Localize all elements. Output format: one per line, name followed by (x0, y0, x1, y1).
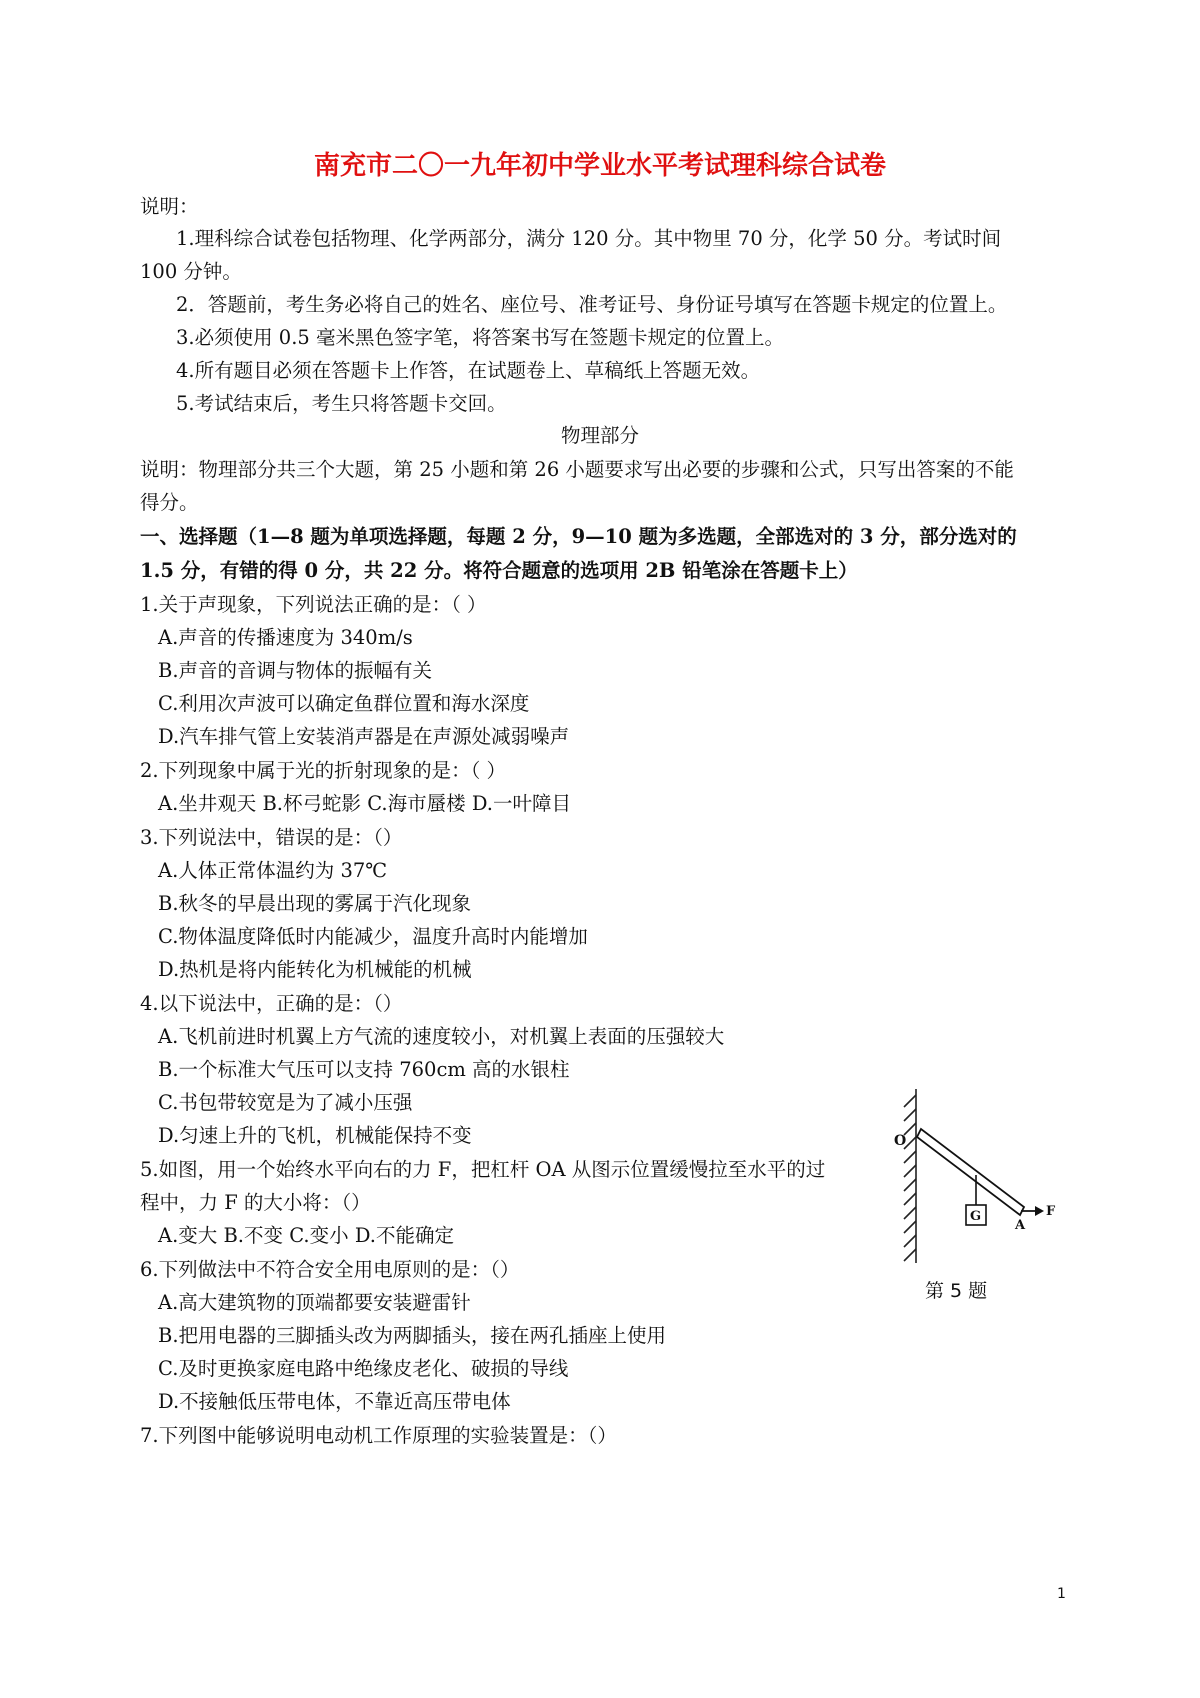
question-2-stem: 2.下列现象中属于光的折射现象的是：（ ） (140, 759, 507, 782)
question-2-options: A.坐井观天 B.杯弓蛇影 C.海市蜃楼 D.一叶障目 (158, 792, 571, 815)
question-1-option-d: D.汽车排气管上安装消声器是在声源处减弱噪声 (158, 725, 570, 748)
instruction-1-cont: 100 分钟。 (140, 260, 242, 283)
question-5-options: A.变大 B.不变 C.变小 D.不能确定 (158, 1224, 454, 1247)
question-4-stem: 4.以下说法中，正确的是：（） (140, 992, 403, 1015)
question-5-stem: 5.如图，用一个始终水平向右的力 F，把杠杆 OA 从图示位置缓慢拉至水平的过 (140, 1158, 826, 1181)
question-6-stem: 6.下列做法中不符合安全用电原则的是：（） (140, 1258, 520, 1281)
question-6-option-b: B.把用电器的三脚插头改为两脚插头，接在两孔插座上使用 (158, 1324, 667, 1347)
instruction-3: 3.必须使用 0.5 毫米黑色签字笔，将答案书写在签题卡规定的位置上。 (176, 326, 785, 349)
question-3-stem: 3.下列说法中，错误的是：（） (140, 826, 403, 849)
wall-hatching (904, 1089, 916, 1263)
label-g: G (970, 1209, 982, 1224)
question-6-option-d: D.不接触低压带电体，不靠近高压带电体 (158, 1390, 511, 1413)
label-o: O (894, 1133, 907, 1149)
question-1-option-b: B.声音的音调与物体的振幅有关 (158, 659, 433, 682)
page-number: 1 (1057, 1586, 1066, 1602)
instructions-header: 说明： (140, 195, 199, 218)
section-1-heading-cont: 1.5 分，有错的得 0 分，共 22 分。将符合题意的选项用 2B 铅笔涂在答题卡上） (140, 559, 858, 582)
exam-title: 南充市二〇一九年初中学业水平考试理科综合试卷 (313, 151, 886, 181)
question-4-option-b: B.一个标准大气压可以支持 760cm 高的水银柱 (158, 1058, 570, 1081)
label-f: F (1046, 1204, 1056, 1219)
physics-note: 说明：物理部分共三个大题，第 25 小题和第 26 小题要求写出必要的步骤和公式，只写出答案的不能 (140, 458, 1014, 481)
question-7-stem: 7.下列图中能够说明电动机工作原理的实验装置是：（） (140, 1424, 617, 1447)
question-6-option-c: C.及时更换家庭电路中绝缘皮老化、破损的导线 (158, 1357, 569, 1380)
question-5-stem-cont: 程中，力 F 的大小将：（） (140, 1191, 371, 1214)
instruction-5: 5.考试结束后，考生只将答题卡交回。 (176, 392, 507, 415)
force-arrowhead (1035, 1206, 1044, 1216)
lever-diagram (890, 1085, 1060, 1270)
physics-note-cont: 得分。 (140, 491, 199, 514)
question-3-option-a: A.人体正常体温约为 37℃ (158, 859, 388, 882)
question-4-option-c: C.书包带较宽是为了减小压强 (158, 1091, 413, 1114)
figure-caption: 第 5 题 (925, 1280, 988, 1302)
label-a: A (1015, 1218, 1026, 1233)
question-4-option-d: D.匀速上升的飞机，机械能保持不变 (158, 1124, 472, 1147)
instruction-1: 1.理科综合试卷包括物理、化学两部分，满分 120 分。其中物里 70 分，化学 50 分。考试时间 (176, 227, 1002, 250)
instruction-2: 2．答题前，考生务必将自己的姓名、座位号、准考证号、身份证号填写在答题卡规定的位置上。 (176, 293, 1008, 316)
question-4-option-a: A.飞机前进时机翼上方气流的速度较小，对机翼上表面的压强较大 (158, 1025, 725, 1048)
question-3-option-b: B.秋冬的早晨出现的雾属于汽化现象 (158, 892, 472, 915)
question-6-option-a: A.高大建筑物的顶端都要安装避雷针 (158, 1291, 471, 1314)
question-1-option-a: A.声音的传播速度为 340m/s (158, 626, 413, 649)
lever-rod (917, 1129, 1024, 1215)
question-3-option-d: D.热机是将内能转化为机械能的机械 (158, 958, 472, 981)
question-3-option-c: C.物体温度降低时内能减少，温度升高时内能增加 (158, 925, 588, 948)
question-1-stem: 1.关于声现象，下列说法正确的是：（ ） (140, 593, 487, 616)
section-1-heading: 一、选择题（1—8 题为单项选择题，每题 2 分，9—10 题为多选题，全部选对的 3 分，部分选对的 (140, 525, 1017, 548)
instruction-4: 4.所有题目必须在答题卡上作答，在试题卷上、草稿纸上答题无效。 (176, 359, 761, 382)
physics-heading: 物理部分 (560, 424, 639, 447)
question-1-option-c: C.利用次声波可以确定鱼群位置和海水深度 (158, 692, 530, 715)
